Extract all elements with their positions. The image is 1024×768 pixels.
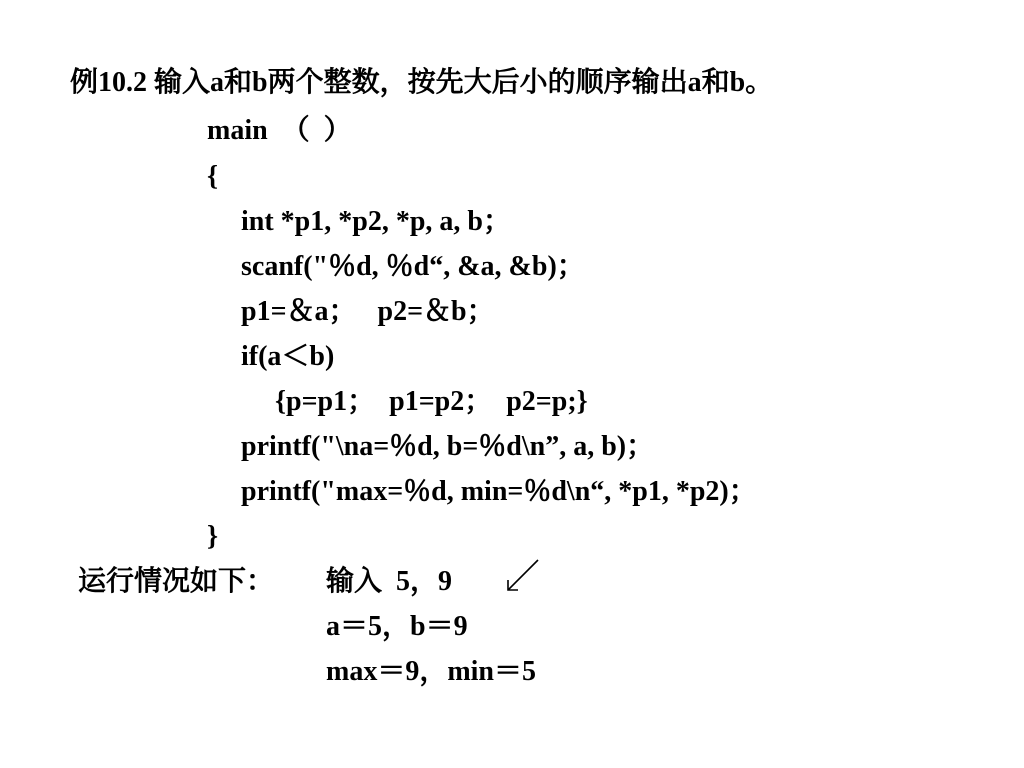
slide-title: 例10.2 输入a和b两个整数，按先大后小的顺序输出a和b。	[70, 67, 774, 98]
code-line: printf("max=％d, min=％d\n“, *p1, *p2)；	[241, 476, 757, 507]
enter-arrow-icon	[500, 556, 544, 596]
code-line: int *p1, *p2, *p, a, b；	[241, 206, 511, 237]
code-line: }	[207, 521, 219, 552]
run-output-line: a＝5，b＝9	[326, 611, 468, 642]
code-line: if(a＜b)	[241, 341, 335, 372]
run-label: 运行情况如下：	[78, 566, 275, 597]
code-line: p1=＆a； p2=＆b；	[241, 296, 495, 327]
code-line: {p=p1； p1=p2； p2=p;}	[275, 386, 588, 417]
code-line: {	[207, 161, 219, 192]
code-line: scanf("％d, ％d“, &a, &b)；	[241, 251, 585, 282]
code-line: main （ ）	[207, 115, 352, 146]
run-input: 输入 5，9	[326, 566, 453, 597]
run-output-line: max＝9，min＝5	[326, 656, 537, 687]
code-line: printf("\na=％d, b=％d\n”, a, b)；	[241, 431, 655, 462]
